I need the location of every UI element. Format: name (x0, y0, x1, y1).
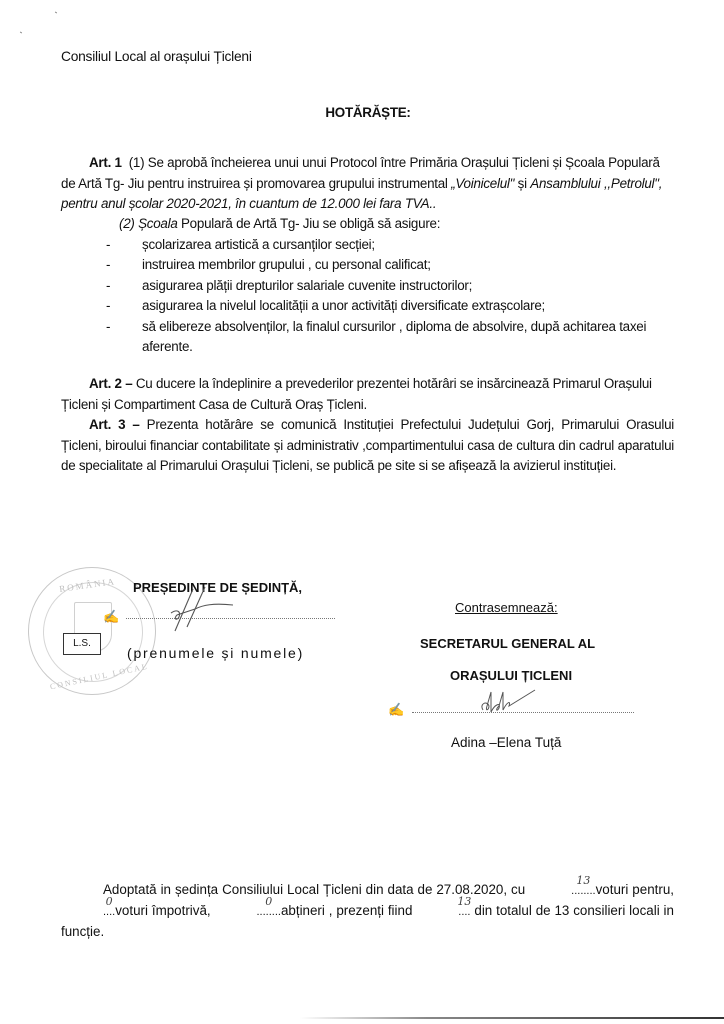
group-name: „Voinicelul" (451, 175, 515, 191)
obligation-text: asigurarea la nivelul localității a unor activități diversificate extrașcolare; (142, 298, 545, 313)
abstentions-value: 0 (265, 895, 273, 908)
article-3 (61, 415, 674, 477)
abstentions-field (215, 895, 281, 922)
seal-bottom-text: CONSILIUL LOCAL (49, 661, 150, 692)
list-item (61, 317, 674, 358)
scan-edge-line (300, 1017, 724, 1019)
seal-top-text: ROMÂNIA (58, 576, 117, 594)
countersign-label: Contrasemnează: (455, 600, 558, 615)
obligation-text: să elibereze absolvenților, la finalul cursurilor , diploma de absolvire, după achitarea taxei aferente. (142, 318, 647, 354)
list-item (61, 235, 674, 256)
dash-bullet: - (106, 277, 111, 293)
present-field (416, 895, 472, 922)
fill-dots: ........ (571, 885, 596, 897)
article-1 (61, 153, 674, 215)
obligation-text: asigurarea plății drepturilor salariale cuvenite instructorilor; (142, 277, 473, 293)
fill-dots: ........ (256, 906, 281, 918)
adoption-text: voturi împotrivă, (115, 903, 215, 918)
obligations-list (61, 235, 674, 358)
article-1-paragraph-2 (61, 214, 674, 358)
secretary-handwritten-signature (477, 688, 537, 718)
secretary-title-line-1: SECRETARUL GENERAL AL (420, 636, 596, 651)
adoption-text: Adoptată in ședința Consiliului Local Țicleni din data de 27.08.2020, cu (103, 882, 530, 897)
secretary-title-line-2: ORAȘULUI ȚICLENI (450, 668, 573, 683)
article-2-label: Art. 2 – (89, 376, 133, 391)
dash-bullet: - (106, 257, 111, 272)
dash-bullet: - (106, 298, 111, 313)
article-2-text: Cu ducere la îndeplinire a prevederilor prezentei hotărâri se insărcinează Primarul Orașului Țicleni și Compartiment Casa de Cultură Oraș Țicleni. (61, 376, 652, 412)
ls-box: L.S. (63, 633, 101, 655)
pen-sign-icon: ✍ (103, 609, 120, 624)
votes-against-field (61, 895, 116, 922)
article-3-text: Prezenta hotărâre se comunică Instituției Prefectului Județului Gorj, Primarului Orasului Țicleni, biroului financiar contabilitate și administrativ ,compartimentului casa de cultura din cadrul aparatului de specialitate al Primarului Orașului Țicleni, se publică pe site si se afișează la avizierul instituției. (61, 417, 674, 473)
list-item (61, 296, 674, 317)
president-title: PREȘEDINTE DE ȘEDINȚĂ, (133, 580, 303, 595)
paragraph-2-heading (61, 214, 674, 235)
votes-for-value: 13 (576, 874, 591, 887)
scan-speck (55, 12, 57, 14)
dash-bullet: - (106, 318, 111, 334)
pen-sign-icon: ✍ (388, 702, 405, 717)
paragraph-2-label: (2) Școala (119, 216, 178, 231)
votes-against-value: 0 (105, 895, 113, 908)
adoption-text: voturi pentru, (595, 882, 674, 897)
article-2 (61, 374, 674, 415)
list-item (61, 255, 674, 276)
votes-for-field (529, 874, 596, 901)
article-1-italic-tail: Ansamblului ,,Petrolul", pentru anul școlar 2020-2021, în cuantum de 12.000 lei fara TVA.. (61, 175, 663, 211)
fill-dots: .... (458, 906, 471, 918)
scan-speck (20, 32, 22, 34)
present-value: 13 (457, 895, 472, 908)
decision-title: HOTĂRĂȘTE: (325, 105, 411, 120)
adoption-text: din totalul de 13 consilieri locali in funcție. (61, 903, 674, 939)
adoption-statement (61, 874, 674, 942)
adoption-line (61, 874, 674, 942)
fill-dots: .... (103, 906, 116, 918)
article-1-text: (1) Se aprobă încheierea unui unui Protocol între Primăria Orașului Țicleni și Școala Populară de Artă Tg- Jiu pentru instruirea și promovarea grupului instrumental (61, 155, 660, 191)
article-1-conjunction: și (514, 175, 531, 191)
secretary-name: Adina –Elena Tuță (451, 735, 562, 750)
president-name-hint: (prenumele și numele) (127, 645, 305, 661)
article-3-label: Art. 3 – (89, 417, 140, 432)
paragraph-2-text: Populară de Artă Tg- Jiu se obligă să asigure: (177, 216, 441, 231)
organization-header: Consiliul Local al orașului Țicleni (61, 49, 252, 64)
obligation-text: școlarizarea artistică a cursanților secției; (142, 236, 375, 252)
president-handwritten-signature (153, 583, 233, 633)
article-1-label: Art. 1 (89, 155, 122, 170)
obligation-text: instruirea membrilor grupului , cu personal calificat; (142, 257, 431, 272)
adoption-text: abțineri , prezenți fiind (280, 903, 417, 918)
dash-bullet: - (106, 236, 111, 252)
list-item (61, 276, 674, 297)
